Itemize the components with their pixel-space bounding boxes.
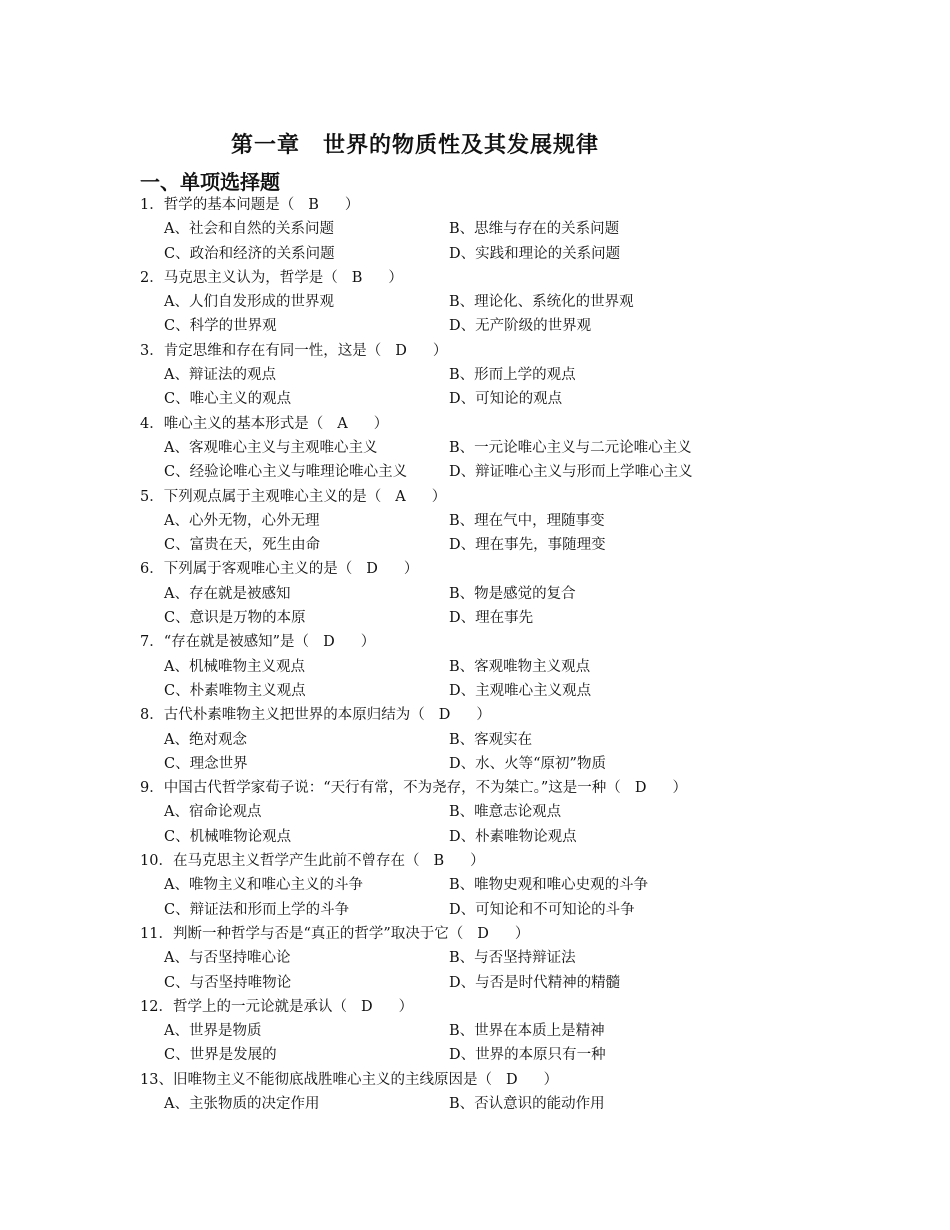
- option-row: [140, 242, 920, 266]
- question-text: 6．下列属于客观唯心主义的是（: [140, 561, 353, 578]
- option-d: D、朴素唯物论观点: [449, 828, 577, 845]
- option-row: [140, 752, 920, 776]
- option-b: B、客观实在: [449, 731, 533, 748]
- closing-paren: ）: [470, 853, 485, 870]
- option-b: B、唯意志论观点: [449, 804, 562, 821]
- option-a: A、主张物质的决定作用: [164, 1095, 320, 1112]
- question-item: [140, 995, 920, 1068]
- question-list: [140, 193, 920, 1116]
- option-d: D、与否是时代精神的精髓: [449, 974, 621, 991]
- option-a: A、存在就是被感知: [164, 585, 291, 602]
- question-stem: [140, 1068, 920, 1092]
- option-row: [140, 387, 920, 411]
- question-stem: [140, 557, 920, 581]
- option-b: B、世界在本质上是精神: [449, 1023, 605, 1040]
- answer-letter: B: [351, 269, 363, 286]
- question-stem: [140, 776, 920, 800]
- chapter-title: 第一章 世界的物质性及其发展规律: [230, 133, 599, 158]
- option-b: B、形而上学的观点: [449, 367, 576, 384]
- option-a: A、绝对观念: [164, 731, 247, 748]
- answer-letter: D: [366, 561, 378, 578]
- option-a: A、客观唯心主义与主观唯心主义: [164, 439, 378, 456]
- option-a: A、心外无物，心外无理: [164, 512, 320, 529]
- question-stem: [140, 922, 920, 946]
- option-c: C、机械唯物论观点: [164, 828, 292, 845]
- question-text: 13、旧唯物主义不能彻底战胜唯心主义的主线原因是（: [140, 1071, 492, 1088]
- closing-paren: ）: [388, 269, 403, 286]
- option-row: [140, 898, 920, 922]
- option-row: [140, 582, 920, 606]
- answer-letter: A: [337, 415, 348, 432]
- answer-letter: D: [395, 342, 407, 359]
- closing-paren: ）: [360, 634, 376, 651]
- option-row: [140, 217, 920, 241]
- question-text: 8．古代朴素唯物主义把世界的本原归结为（: [140, 707, 425, 724]
- answer-letter: D: [634, 780, 647, 797]
- option-b: B、物是感觉的复合: [449, 585, 576, 602]
- closing-paren: ）: [672, 780, 687, 797]
- option-row: [140, 436, 920, 460]
- option-row: [140, 606, 920, 630]
- option-row: [140, 679, 920, 703]
- option-a: A、机械唯物主义观点: [164, 658, 305, 675]
- option-c: C、意识是万物的本原: [164, 610, 306, 627]
- option-c: C、世界是发展的: [164, 1047, 277, 1064]
- question-text: 7．“存在就是被感知”是（: [140, 634, 310, 651]
- option-a: A、世界是物质: [164, 1023, 262, 1040]
- question-stem: [140, 630, 920, 654]
- answer-letter: A: [395, 488, 406, 505]
- option-row: [140, 873, 920, 897]
- question-text: 1．哲学的基本问题是（: [140, 197, 295, 213]
- answer-letter: D: [477, 925, 489, 942]
- closing-paren: ）: [373, 415, 389, 432]
- question-stem: [140, 849, 920, 873]
- option-row: [140, 1019, 920, 1043]
- question-text: 4．唯心主义的基本形式是（: [140, 415, 324, 432]
- option-row: [140, 800, 920, 824]
- option-a: A、社会和自然的关系问题: [164, 221, 334, 238]
- answer-letter: D: [505, 1071, 518, 1088]
- question-item: [140, 412, 920, 485]
- option-row: [140, 290, 920, 314]
- question-item: [140, 485, 920, 558]
- option-b: B、一元论唯心主义与二元论唯心主义: [449, 439, 692, 456]
- option-d: D、实践和理论的关系问题: [449, 245, 621, 262]
- option-row: [140, 825, 920, 849]
- question-stem: [140, 703, 920, 727]
- answer-letter: B: [308, 197, 319, 213]
- option-row: [140, 460, 920, 484]
- question-item: [140, 266, 920, 339]
- option-row: [140, 971, 920, 995]
- question-item: [140, 776, 920, 849]
- question-stem: [140, 266, 920, 290]
- question-text: 11．判断一种哲学与否是“真正的哲学”取决于它（: [140, 925, 464, 942]
- question-text: 12．哲学上的一元论就是承认（: [140, 998, 347, 1015]
- question-text: 3．肯定思维和存在有同一性，这是（: [140, 342, 382, 359]
- option-a: A、宿命论观点: [164, 804, 262, 821]
- option-d: D、辩证唯心主义与形而上学唯心主义: [449, 464, 693, 481]
- option-c: C、唯心主义的观点: [164, 391, 292, 408]
- question-text: 2．马克思主义认为，哲学是（: [140, 269, 338, 286]
- closing-paren: ）: [403, 561, 419, 578]
- option-c: C、理念世界: [164, 755, 248, 772]
- question-item: [140, 193, 920, 266]
- option-d: D、水、火等“原初”物质: [449, 755, 606, 772]
- option-row: [140, 1092, 920, 1116]
- question-stem: [140, 412, 920, 436]
- option-b: B、思维与存在的关系问题: [449, 221, 620, 238]
- answer-letter: D: [360, 998, 373, 1015]
- option-b: B、与否坚持辩证法: [449, 950, 576, 967]
- option-a: A、人们自发形成的世界观: [164, 294, 334, 311]
- question-item: [140, 1068, 920, 1117]
- option-c: C、经验论唯心主义与唯理论唯心主义: [164, 464, 408, 481]
- option-b: B、理在气中，理随事变: [449, 512, 605, 529]
- option-c: C、与否坚持唯物论: [164, 974, 292, 991]
- option-d: D、理在事先，事随理变: [449, 537, 606, 554]
- closing-paren: ）: [431, 488, 447, 505]
- answer-letter: D: [323, 634, 335, 651]
- option-c: C、富贵在天，死生由命: [164, 537, 321, 554]
- option-b: B、理论化、系统化的世界观: [449, 294, 634, 311]
- question-item: [140, 703, 920, 776]
- closing-paren: ）: [476, 707, 491, 724]
- option-d: D、世界的本原只有一种: [449, 1047, 606, 1064]
- option-row: [140, 946, 920, 970]
- option-b: B、唯物史观和唯心史观的斗争: [449, 877, 649, 894]
- question-item: [140, 557, 920, 630]
- question-text: 10．在马克思主义哲学产生此前不曾存在（: [140, 853, 420, 870]
- question-item: [140, 630, 920, 703]
- option-row: [140, 655, 920, 679]
- option-b: B、否认意识的能动作用: [449, 1095, 605, 1112]
- option-row: [140, 533, 920, 557]
- closing-paren: ）: [344, 197, 360, 213]
- answer-letter: D: [438, 707, 451, 724]
- option-c: C、朴素唯物主义观点: [164, 682, 306, 699]
- option-d: D、理在事先: [449, 610, 534, 627]
- question-stem: [140, 485, 920, 509]
- option-a: A、与否坚持唯心论: [164, 950, 291, 967]
- option-c: C、科学的世界观: [164, 318, 277, 335]
- option-row: [140, 363, 920, 387]
- option-a: A、辩证法的观点: [164, 367, 276, 384]
- answer-letter: B: [433, 853, 445, 870]
- option-c: C、辩证法和形而上学的斗争: [164, 901, 350, 918]
- option-row: [140, 728, 920, 752]
- closing-paren: ）: [514, 925, 530, 942]
- option-b: B、客观唯物主义观点: [449, 658, 591, 675]
- option-row: [140, 1043, 920, 1067]
- question-text: 5．下列观点属于主观唯心主义的是（: [140, 488, 382, 505]
- option-d: D、无产阶级的世界观: [449, 318, 592, 335]
- section-title: 一、单项选择题: [140, 170, 280, 194]
- closing-paren: ）: [543, 1071, 559, 1088]
- question-stem: [140, 339, 920, 363]
- option-row: [140, 509, 920, 533]
- closing-paren: ）: [432, 342, 448, 359]
- question-stem: [140, 193, 920, 217]
- question-item: [140, 922, 920, 995]
- option-d: D、主观唯心主义观点: [449, 682, 592, 699]
- option-a: A、唯物主义和唯心主义的斗争: [164, 877, 363, 894]
- option-d: D、可知论的观点: [449, 391, 563, 408]
- question-text: 9．中国古代哲学家荀子说：“天行有常，不为尧存，不为桀亡。”这是一种（: [140, 780, 621, 797]
- question-item: [140, 339, 920, 412]
- option-d: D、可知论和不可知论的斗争: [449, 901, 635, 918]
- closing-paren: ）: [398, 998, 414, 1015]
- option-row: [140, 314, 920, 338]
- question-item: [140, 849, 920, 922]
- question-stem: [140, 995, 920, 1019]
- option-c: C、政治和经济的关系问题: [164, 245, 335, 262]
